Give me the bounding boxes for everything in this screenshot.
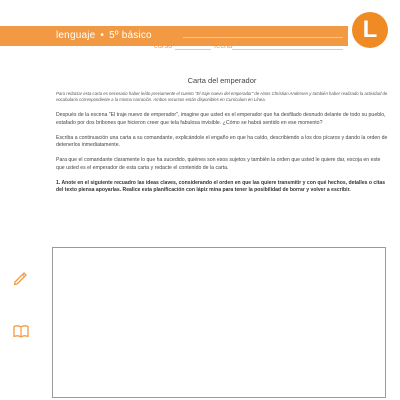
grade-label: 5º básico bbox=[109, 30, 152, 41]
planning-box[interactable] bbox=[52, 247, 386, 398]
curso-label: curso bbox=[154, 41, 173, 50]
paragraph-2: Escriba a continuación una carta a su comandante, explicándole el engaño en que ha caído, describiendo a los dos pícaros y dando la orden de detenerlos inmediatamente. bbox=[56, 134, 388, 149]
document-body bbox=[56, 76, 388, 201]
nombre-field[interactable] bbox=[183, 37, 343, 38]
instruction-1: 1. Anote en el siguiente recuadro las ideas claves, considerando el orden en que las quiere transmitir y con qué hechos, detalles o citas del texto piensa apoyarlas. Realice esta planificación con lápiz mina para tener la posibilidad de borrar y volver a escribir. bbox=[56, 179, 386, 194]
subject-name: lenguaje bbox=[56, 30, 96, 41]
document-intro: Para redactar esta carta es necesario haber leído previamente el cuento "El traje nuevo del emperador" de Hans Christian Andersen y también haber realizado la actividad de vocabulario correspondiente a la misma narración. Ambos recursos están disponibles en Curriculum en Línea. bbox=[56, 91, 388, 102]
fecha-label: fecha bbox=[214, 41, 233, 50]
subject-label bbox=[56, 30, 152, 41]
left-rail bbox=[0, 52, 42, 400]
document-title: Carta del emperador bbox=[187, 76, 257, 85]
book-icon bbox=[12, 322, 30, 340]
fecha-field[interactable] bbox=[232, 49, 343, 50]
lenguaje-logo bbox=[352, 12, 388, 48]
header bbox=[0, 0, 400, 52]
nombre-label: nombre bbox=[154, 28, 180, 37]
paragraph-3: Para que el comandante claramente lo que ha sucedido, quiénes son esos sujetos y también la orden que usted le quiere dar, escoja en este que usted es el emperador de esta carta y redacte el contenido de la carta. bbox=[56, 157, 381, 171]
paragraph-1: Después de la escena "El traje nuevo de emperador", imagine que usted es el emperador que ha desfilado desnudo delante de todo su pueblo, estafado por dos bribones que hicieron creer que tela fabulosa invisible. ¿Cómo se habrá sentido en ese momento? bbox=[56, 112, 386, 126]
subject-separator: • bbox=[100, 30, 105, 41]
curso-field[interactable] bbox=[175, 49, 211, 50]
pencil-icon bbox=[12, 268, 30, 286]
logo-letter: L bbox=[362, 16, 378, 43]
